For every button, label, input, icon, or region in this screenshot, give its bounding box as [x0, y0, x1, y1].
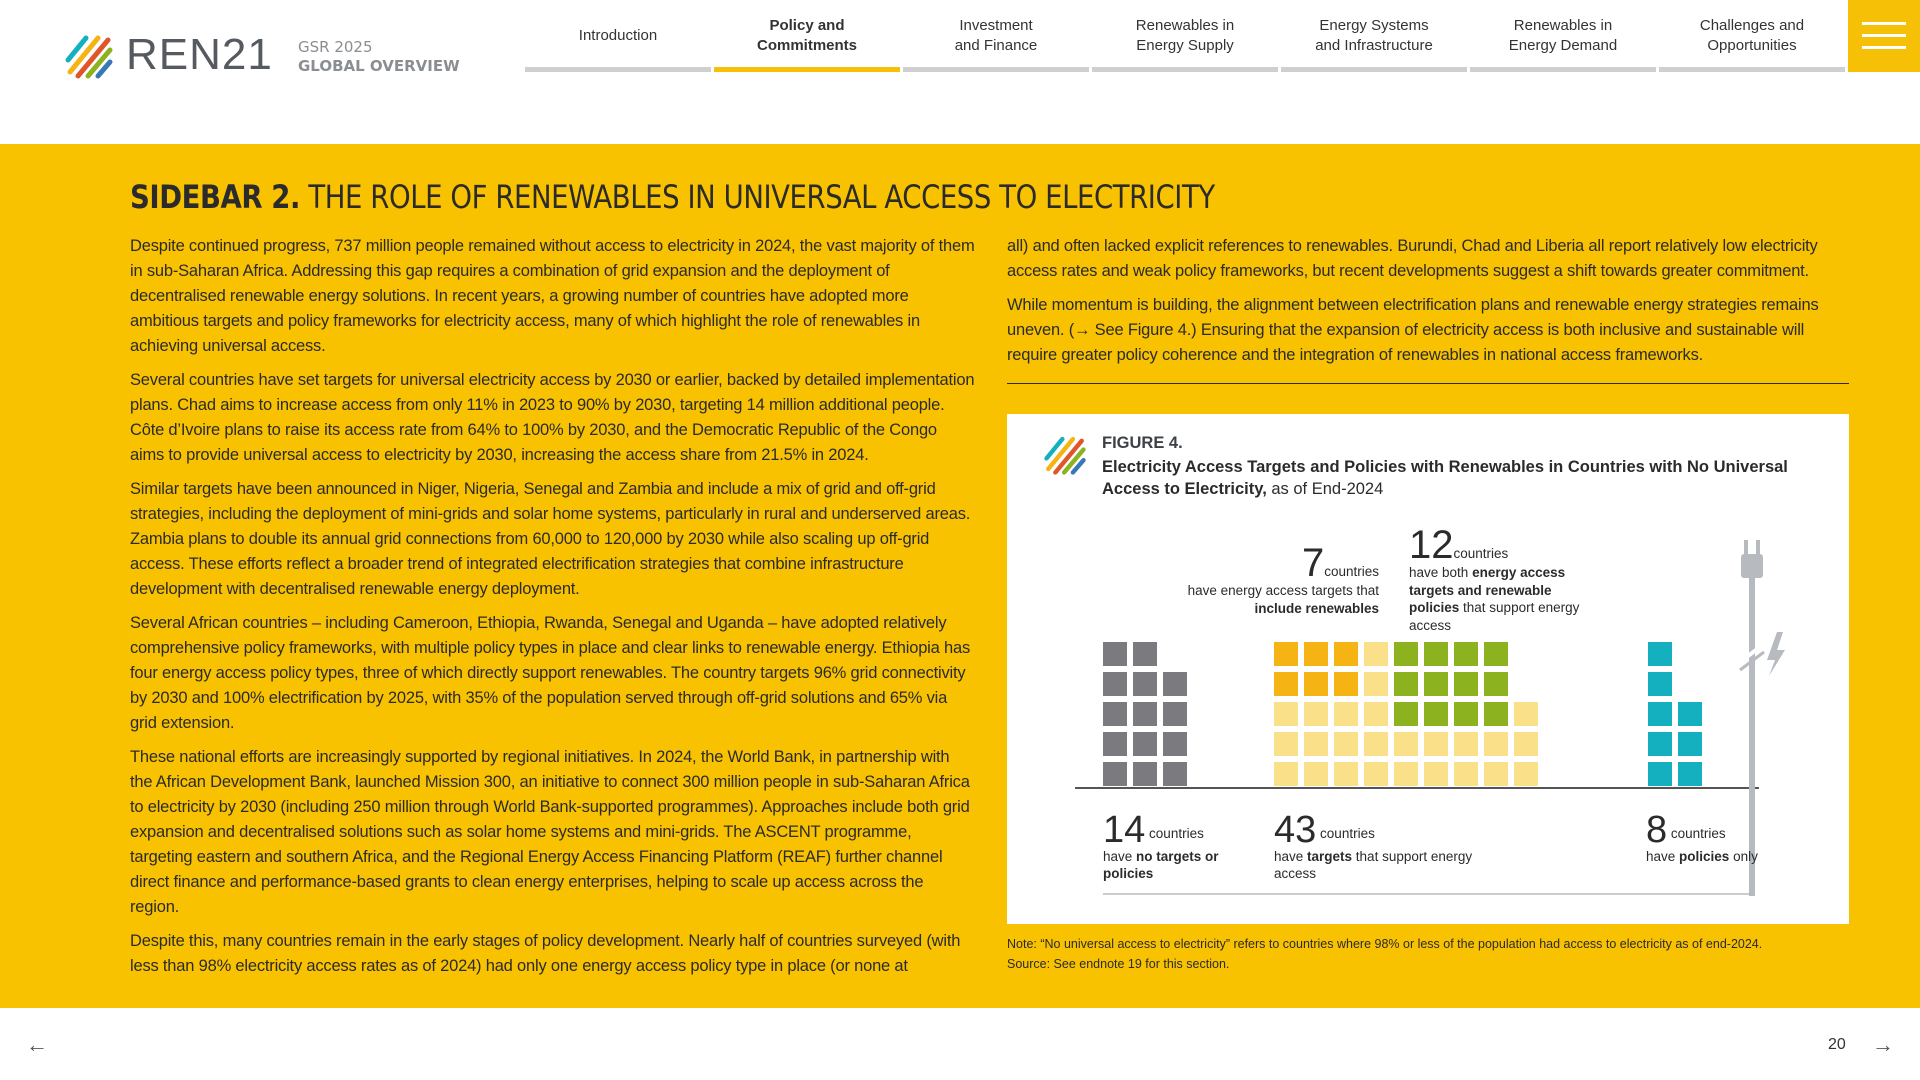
figure-source-text: Source: See endnote 19 for this section.: [1007, 957, 1230, 971]
nav-tab-2[interactable]: [714, 0, 900, 72]
waffle-square: [1678, 732, 1702, 756]
nav-tab-4[interactable]: [1092, 0, 1278, 72]
waffle-square: [1274, 732, 1298, 756]
waffle-square: [1394, 672, 1418, 696]
waffle-square: [1103, 672, 1127, 696]
annotation-7-countries: [1187, 541, 1379, 617]
body-paragraph: Similar targets have been announced in Niger, Nigeria, Senegal and Zambia and include a mix of grid and off-grid strategies, including the deployment of mini-grids and solar home systems, particularly in rural and underserved areas. Zambia plans to double its annual grid connections from 60,000 to 120,000 by 2030 while also scaling up off-grid access. These efforts reflect a broader trend of integrated electrification strategies that combine infrastructure development with decentralised renewable energy deployment.: [130, 480, 971, 598]
nav-tab-label-line1: Renewables in: [1135, 17, 1235, 34]
nav-tab-label-line1: Introduction: [578, 27, 658, 44]
waffle-square: [1484, 762, 1508, 786]
waffle-square: [1394, 762, 1418, 786]
waffle-square: [1133, 702, 1157, 726]
waffle-square: [1334, 732, 1358, 756]
section-nav: [525, 0, 1848, 72]
waffle-square: [1103, 762, 1127, 786]
body-paragraph: Several countries have set targets for universal electricity access by 2030 or earlier, backed by detailed implementation plans. Chad aims to increase access from only 11% in 2023 to 90% by 2030, targeting 14 million additional people. Côte d’Ivoire plans to raise its access rate from 64% to 100% by 2030, and the Democratic Republic of the Congo aims to provide universal access to electricity by 2030, increasing the access share from 21.5% in 2024.: [130, 371, 975, 464]
body-paragraph: These national efforts are increasingly supported by regional initiatives. In 2024, the World Bank, in partnership with the African Development Bank, launched Mission 300, an initiative to connect 300 million people in sub-Saharan Africa to electricity by 2030 (including 250 million through World Bank-supported programmes). Approaches include both grid expansion and decentralised solutions such as solar home systems and mini-grids. The ASCENT programme, targeting eastern and southern Africa, and the Regional Energy Access Financing Platform (REAF) further channel direct finance and performance-based grants to clean energy enterprises, helping to scale up access across the region.: [130, 748, 970, 916]
label-14-bold: no targets or policies: [1103, 849, 1219, 881]
nav-tab-label-line1: Renewables in: [1513, 17, 1613, 34]
label-8-unit: countries: [1670, 826, 1726, 841]
waffle-square: [1274, 642, 1298, 666]
waffle-square: [1334, 762, 1358, 786]
nav-tab-label-line2: Commitments: [756, 37, 857, 54]
header: [0, 0, 1920, 144]
waffle-square: [1514, 762, 1538, 786]
page-number: 20: [1828, 1036, 1846, 1053]
nav-tab-label: [1315, 16, 1433, 56]
ren21-logo[interactable]: [64, 30, 273, 80]
annotation-7-unit: countries: [1324, 564, 1379, 579]
waffle-square: [1274, 702, 1298, 726]
nav-tab-label: [1136, 16, 1234, 56]
waffle-square: [1514, 732, 1538, 756]
waffle-square: [1364, 672, 1388, 696]
waffle-square: [1454, 762, 1478, 786]
annotation-7-bold: include renewables: [1254, 600, 1379, 616]
waffle-square: [1334, 672, 1358, 696]
ren21-logo-icon: [64, 30, 114, 80]
figure-title-bold: Electricity Access Targets and Policies with Renewables in Countries with No Universal Access to Electricity,: [1102, 458, 1788, 498]
nav-tab-label-line2: and Infrastructure: [1315, 37, 1433, 54]
waffle-square: [1304, 732, 1328, 756]
label-43-countries: [1274, 809, 1474, 882]
waffle-square: [1334, 702, 1358, 726]
sidebar-title-bold: SIDEBAR 2.: [130, 178, 301, 216]
waffle-square: [1304, 642, 1328, 666]
label-8-bold: policies: [1679, 849, 1730, 864]
figure-note-text: Note: “No universal access to electricity” refers to countries where 98% or less of the population had access to electricity as of end-2024.: [1007, 937, 1763, 951]
hamburger-icon: [1862, 34, 1906, 37]
logo-text: REN21: [126, 30, 273, 79]
nav-tab-7[interactable]: [1659, 0, 1845, 72]
waffle-square: [1133, 732, 1157, 756]
label-14-unit: countries: [1149, 826, 1204, 841]
sidebar-section: [0, 144, 1920, 1008]
waffle-square: [1103, 732, 1127, 756]
annotation-12-post: that support energy access: [1409, 600, 1580, 633]
waffle-square: [1484, 672, 1508, 696]
waffle-square: [1133, 762, 1157, 786]
label-14-countries: [1103, 809, 1243, 882]
waffle-square: [1133, 642, 1157, 666]
waffle-square: [1304, 672, 1328, 696]
report-subtitle: [298, 38, 460, 76]
label-43-bold: targets: [1307, 849, 1353, 864]
annotation-12-count: 12: [1409, 523, 1454, 567]
waffle-square: [1364, 762, 1388, 786]
nav-tab-label-line2: Energy Demand: [1508, 37, 1618, 54]
label-8-countries: [1646, 809, 1766, 865]
waffle-square: [1648, 702, 1672, 726]
menu-button[interactable]: [1848, 0, 1920, 72]
nav-tab-underline: [714, 67, 900, 72]
waffle-square: [1514, 702, 1538, 726]
nav-tab-5[interactable]: [1281, 0, 1467, 72]
hamburger-icon: [1862, 46, 1906, 49]
column-divider: [1007, 383, 1849, 384]
nav-tab-label-line1: Energy Systems: [1319, 17, 1429, 34]
waffle-square: [1103, 702, 1127, 726]
label-8-post: only: [1729, 849, 1758, 864]
label-14-count: 14: [1103, 809, 1146, 851]
figure-title-rest: as of End-2024: [1266, 480, 1384, 498]
footer: [0, 1008, 1920, 1080]
nav-tab-label: [757, 16, 857, 56]
waffle-square: [1394, 732, 1418, 756]
nav-tab-label-line2: Opportunities: [1707, 37, 1797, 54]
nav-tab-3[interactable]: [903, 0, 1089, 72]
waffle-square: [1274, 762, 1298, 786]
report-subtitle-line2: GLOBAL OVERVIEW: [298, 57, 460, 75]
annotation-7-text: have energy access targets that: [1187, 583, 1379, 598]
waffle-square: [1648, 762, 1672, 786]
nav-tab-underline: [1092, 67, 1278, 72]
nav-tab-label-line2: Energy Supply: [1136, 37, 1234, 54]
waffle-square: [1484, 702, 1508, 726]
waffle-square: [1364, 642, 1388, 666]
label-8-count: 8: [1646, 809, 1668, 851]
nav-tab-label-line1: Investment: [959, 17, 1033, 34]
annotation-12-countries: [1409, 523, 1599, 634]
annotation-7-count: 7: [1301, 541, 1325, 585]
nav-tab-underline: [1281, 67, 1467, 72]
figure-label: FIGURE 4.: [1102, 434, 1183, 452]
waffle-square: [1394, 642, 1418, 666]
waffle-square: [1484, 642, 1508, 666]
label-8-text: have: [1646, 849, 1680, 864]
waffle-square: [1424, 702, 1448, 726]
left-column: [130, 234, 975, 988]
sidebar-title: [130, 178, 1215, 216]
nav-tab-label: [1509, 16, 1617, 56]
body-paragraph: Despite continued progress, 737 million people remained without access to electricity in 2024, the vast majority of them in sub-Saharan Africa. Addressing this gap requires a combination of grid expansion and the deployment of decentralised renewable energy solutions. In recent years, a growing number of countries have adopted more ambitious targets and policy frameworks for electricity access, many of which highlight the role of renewables in achieving universal access.: [130, 237, 975, 355]
nav-tab-label-line2: and Finance: [954, 37, 1038, 54]
body-paragraph: While momentum is building, the alignment between electrification plans and renewable energy strategies remains uneven. (→ See Figure 4.) Ensuring that the expansion of electricity access is both inclusive and sustainable will require greater policy coherence and the integration of renewables in national access frameworks.: [1007, 296, 1819, 364]
waffle-square: [1394, 702, 1418, 726]
waffle-square: [1103, 642, 1127, 666]
waffle-square: [1163, 732, 1187, 756]
waffle-square: [1334, 642, 1358, 666]
waffle-square: [1304, 702, 1328, 726]
nav-tab-underline: [525, 67, 711, 72]
waffle-square: [1133, 672, 1157, 696]
nav-tab-label: [955, 16, 1038, 56]
waffle-square: [1364, 702, 1388, 726]
nav-tab-label: [579, 26, 657, 46]
waffle-square: [1424, 642, 1448, 666]
nav-tab-label: [1700, 16, 1804, 56]
nav-tab-underline: [1659, 67, 1845, 72]
waffle-square: [1274, 672, 1298, 696]
waffle-square: [1163, 762, 1187, 786]
label-43-unit: countries: [1320, 826, 1375, 841]
waffle-square: [1678, 762, 1702, 786]
figure-4: [1007, 414, 1849, 924]
annotation-12-bold: energy access targets and renewable policies: [1409, 565, 1566, 615]
waffle-square: [1424, 672, 1448, 696]
annotation-12-text: have both: [1409, 565, 1473, 580]
waffle-square: [1163, 702, 1187, 726]
waffle-square: [1648, 642, 1672, 666]
nav-tab-1[interactable]: [525, 0, 711, 72]
nav-tab-6[interactable]: [1470, 0, 1656, 72]
body-paragraph: Several African countries – including Cameroon, Ethiopia, Rwanda, Senegal and Uganda – have adopted relatively comprehensive policy frameworks, with multiple policy types in place and clear links to renewable energy. Ethiopia has four energy access policy types, three of which directly support renewables. The country targets 96% grid connectivity by 2030 and 100% electrification by 2025, with 35% of the population served through off-grid solutions and 65% via grid extension.: [130, 614, 971, 732]
waffle-square: [1304, 762, 1328, 786]
nav-tab-underline: [903, 67, 1089, 72]
waffle-square: [1678, 702, 1702, 726]
nav-tab-label-line1: Policy and: [769, 17, 845, 34]
right-column: [1007, 234, 1849, 377]
waffle-square: [1424, 732, 1448, 756]
annotation-12-unit: countries: [1453, 546, 1509, 561]
label-43-count: 43: [1274, 809, 1317, 851]
waffle-square: [1163, 672, 1187, 696]
sidebar-title-rest: THE ROLE OF RENEWABLES IN UNIVERSAL ACCESS TO ELECTRICITY: [300, 178, 1215, 216]
waffle-square: [1364, 732, 1388, 756]
hamburger-icon: [1862, 22, 1906, 25]
waffle-square: [1484, 732, 1508, 756]
figure-note: [1007, 934, 1907, 974]
waffle-square: [1648, 732, 1672, 756]
arrow-left-icon[interactable]: ←: [26, 1032, 48, 1057]
report-subtitle-line1: GSR 2025: [298, 38, 373, 56]
nav-tab-underline: [1470, 67, 1656, 72]
waffle-square: [1454, 642, 1478, 666]
body-paragraph: Despite this, many countries remain in the early stages of policy development. Nearly half of countries surveyed (with less than 98% electricity access rates as of 2024) had only one energy access policy type in place (or none at: [130, 932, 961, 975]
waffle-square: [1648, 672, 1672, 696]
label-43-post: that support energy access: [1274, 849, 1473, 881]
waffle-square: [1454, 672, 1478, 696]
waffle-square: [1424, 762, 1448, 786]
arrow-right-icon[interactable]: →: [1872, 1032, 1894, 1057]
nav-tab-label-line1: Challenges and: [1699, 17, 1805, 34]
body-paragraph: all) and often lacked explicit references to renewables. Burundi, Chad and Liberia all report relatively low electricity access rates and weak policy frameworks, but recent developments suggest a shift towards greater commitment.: [1007, 237, 1818, 280]
waffle-square: [1454, 732, 1478, 756]
label-43-text: have: [1274, 849, 1308, 864]
waffle-square: [1454, 702, 1478, 726]
label-14-text: have: [1103, 849, 1137, 864]
